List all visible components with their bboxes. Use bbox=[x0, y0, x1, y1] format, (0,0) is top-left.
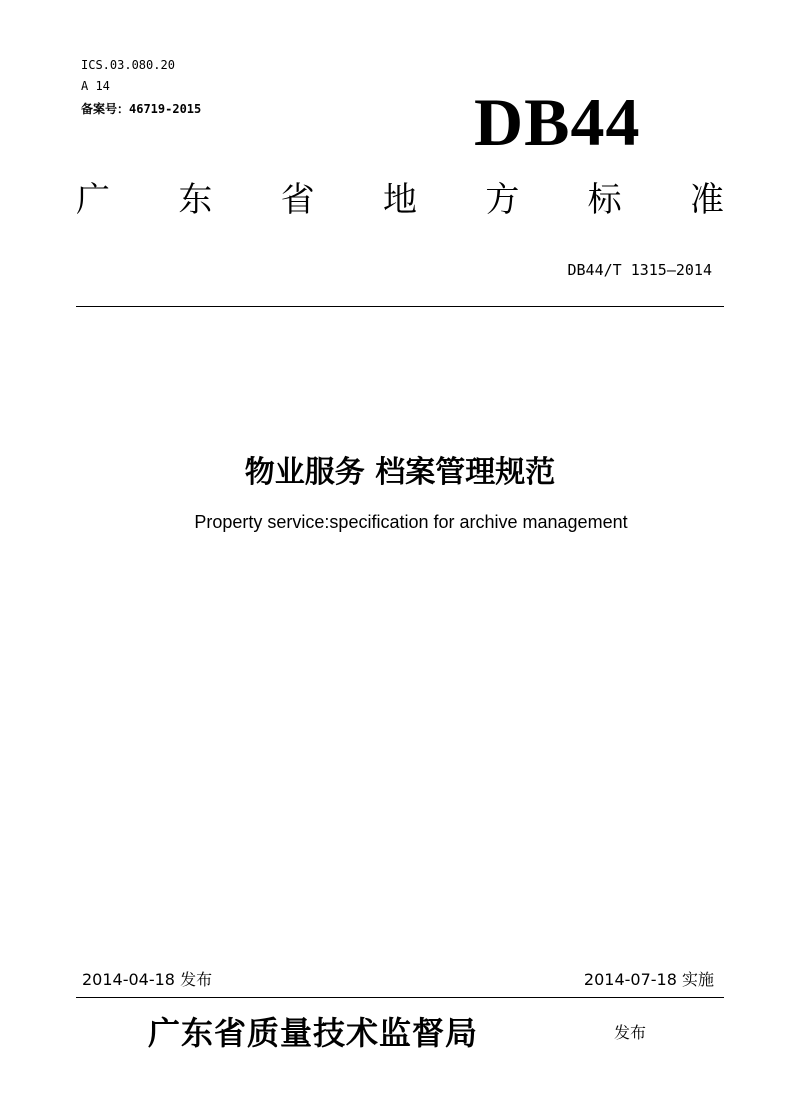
standard-type-char: 标 bbox=[587, 180, 622, 220]
standard-type-char: 地 bbox=[382, 180, 417, 220]
standard-type-char: 方 bbox=[485, 180, 520, 220]
standard-type-char: 广 bbox=[76, 180, 110, 220]
publisher-suffix: 发布 bbox=[614, 1023, 647, 1042]
ics-code: ICS.03.080.20 bbox=[81, 58, 175, 72]
standard-type-char: 准 bbox=[689, 180, 724, 220]
bottom-divider bbox=[76, 997, 724, 998]
standard-logo: DB44 bbox=[474, 84, 641, 160]
standard-type-char: 东 bbox=[178, 180, 213, 220]
standard-type bbox=[76, 180, 724, 220]
standard-type-char: 省 bbox=[280, 180, 315, 220]
classification-code: A 14 bbox=[81, 79, 110, 93]
standard-number: DB44/T 1315—2014 bbox=[567, 261, 712, 279]
document-title-english: Property service:specification for archive management bbox=[194, 512, 628, 532]
record-number: 备案号：46719-2015 bbox=[81, 102, 202, 116]
top-divider bbox=[76, 306, 724, 307]
issue-date: 2014-04-18 发布 bbox=[82, 970, 213, 989]
implementation-date: 2014-07-18 实施 bbox=[583, 970, 714, 989]
publisher-name: 广东省质量技术监督局 bbox=[148, 1014, 479, 1052]
document-title-chinese: 物业服务 档案管理规范 bbox=[244, 455, 556, 490]
